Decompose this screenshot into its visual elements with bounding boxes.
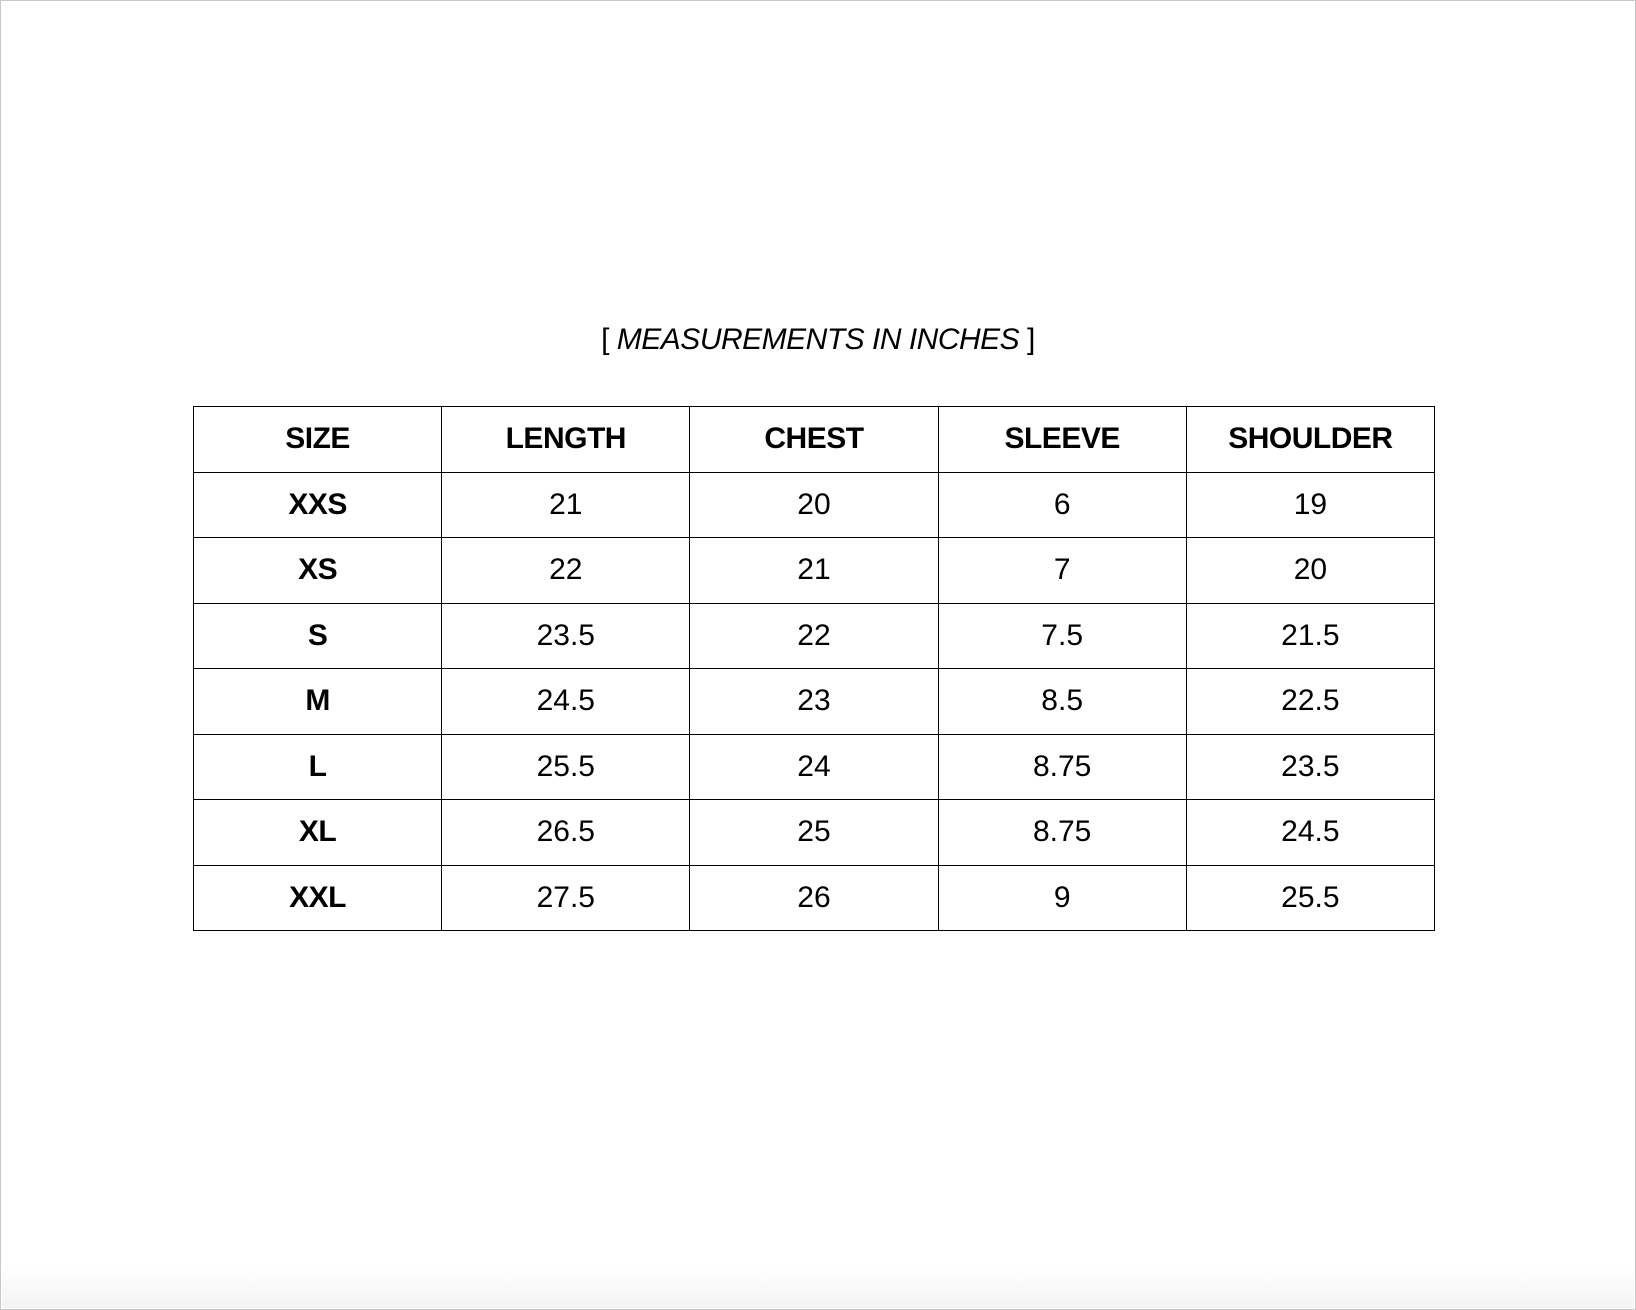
table-row	[194, 538, 1435, 604]
sleeve-cell: 7.5	[938, 603, 1186, 669]
shoulder-cell: 25.5	[1186, 865, 1434, 931]
sleeve-cell: 9	[938, 865, 1186, 931]
size-cell: XXL	[194, 865, 442, 931]
chest-cell: 23	[690, 669, 938, 735]
length-cell: 23.5	[442, 603, 690, 669]
size-cell: S	[194, 603, 442, 669]
header-chest: CHEST	[690, 407, 938, 473]
chest-cell: 20	[690, 472, 938, 538]
caption-open-bracket: [	[601, 323, 617, 356]
length-cell: 24.5	[442, 669, 690, 735]
shoulder-cell: 21.5	[1186, 603, 1434, 669]
header-sleeve: SLEEVE	[938, 407, 1186, 473]
shoulder-cell: 20	[1186, 538, 1434, 604]
table-row	[194, 472, 1435, 538]
chest-cell: 22	[690, 603, 938, 669]
size-cell: L	[194, 734, 442, 800]
chest-cell: 26	[690, 865, 938, 931]
chest-cell: 24	[690, 734, 938, 800]
sleeve-cell: 8.75	[938, 800, 1186, 866]
sleeve-cell: 8.75	[938, 734, 1186, 800]
measurement-unit-caption	[0, 320, 1636, 360]
length-cell: 25.5	[442, 734, 690, 800]
table-row	[194, 603, 1435, 669]
sleeve-cell: 6	[938, 472, 1186, 538]
length-cell: 27.5	[442, 865, 690, 931]
shoulder-cell: 19	[1186, 472, 1434, 538]
shoulder-cell: 22.5	[1186, 669, 1434, 735]
table-row	[194, 800, 1435, 866]
chest-cell: 21	[690, 538, 938, 604]
shoulder-cell: 24.5	[1186, 800, 1434, 866]
table-row	[194, 669, 1435, 735]
table-row	[194, 865, 1435, 931]
length-cell: 22	[442, 538, 690, 604]
size-cell: M	[194, 669, 442, 735]
size-cell: XL	[194, 800, 442, 866]
header-shoulder: SHOULDER	[1186, 407, 1434, 473]
sleeve-cell: 8.5	[938, 669, 1186, 735]
chest-cell: 25	[690, 800, 938, 866]
caption-text: MEASUREMENTS IN INCHES	[616, 323, 1020, 356]
size-cell: XXS	[194, 472, 442, 538]
shoulder-cell: 23.5	[1186, 734, 1434, 800]
length-cell: 26.5	[442, 800, 690, 866]
size-chart-table	[193, 406, 1435, 931]
size-cell: XS	[194, 538, 442, 604]
header-size: SIZE	[194, 407, 442, 473]
table-header-row	[194, 407, 1435, 473]
sleeve-cell: 7	[938, 538, 1186, 604]
page-bottom-shade	[2, 1266, 1634, 1308]
header-length: LENGTH	[442, 407, 690, 473]
table-row	[194, 734, 1435, 800]
length-cell: 21	[442, 472, 690, 538]
caption-close-bracket: ]	[1019, 323, 1035, 356]
